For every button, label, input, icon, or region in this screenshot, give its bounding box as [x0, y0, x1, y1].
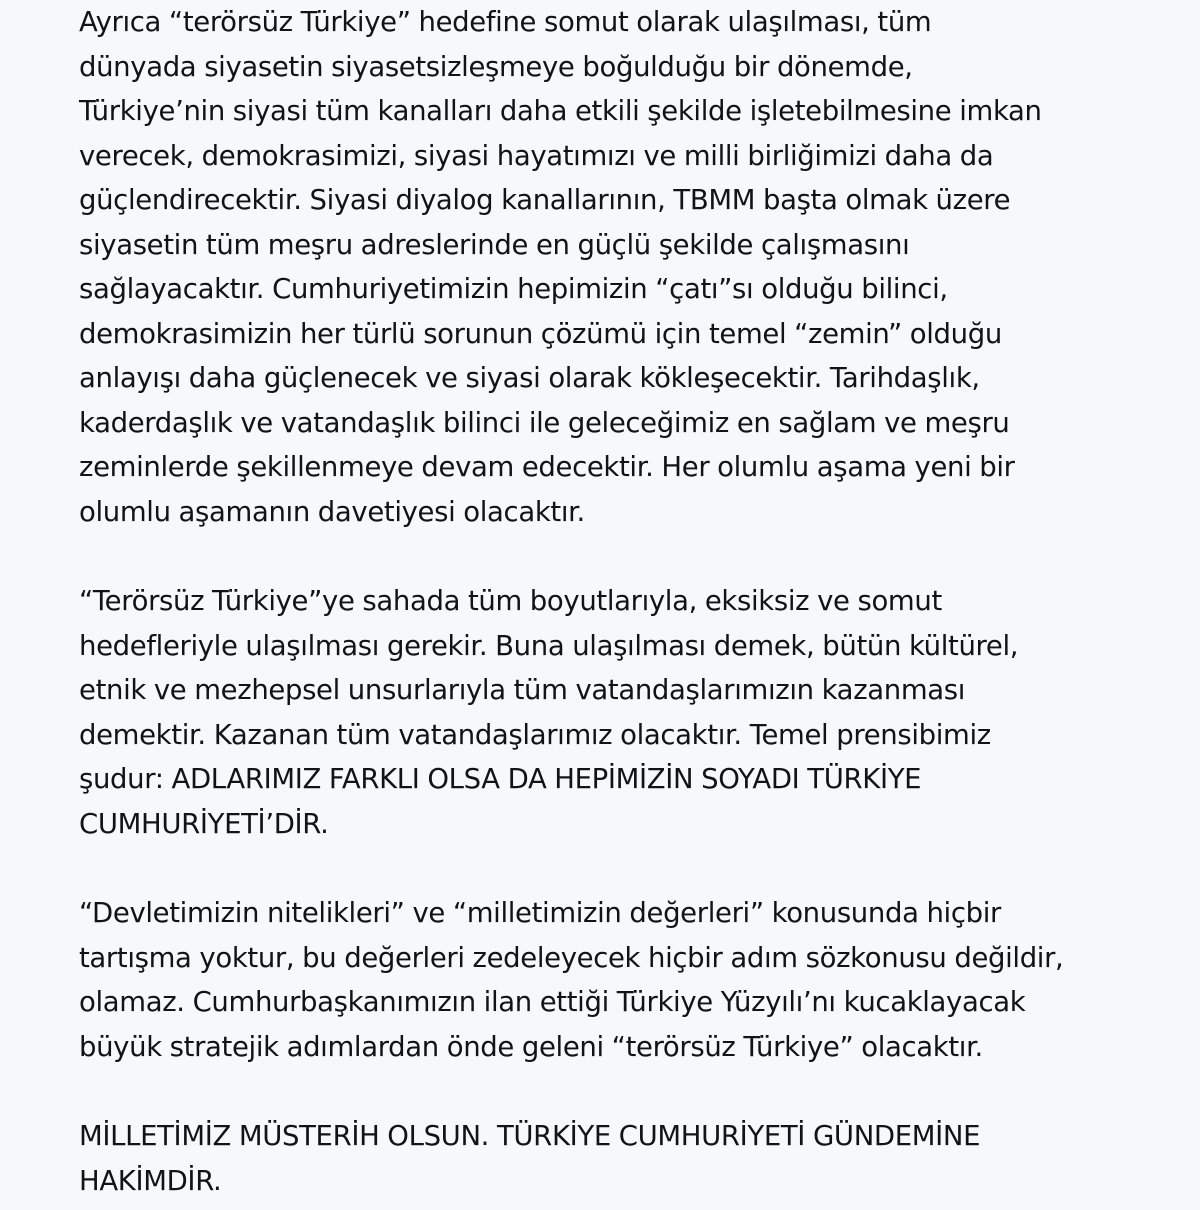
- paragraph-1: [79, 0, 1042, 534]
- text-line: hedefleriyle ulaşılması gerekir. Buna ulaşılması demek, bütün kültürel,: [79, 629, 1019, 662]
- text-line: zeminlerde şekillenmeye devam edecektir. Her olumlu aşama yeni bir: [79, 451, 1015, 483]
- text-line: CUMHURİYETİ’DİR.: [79, 807, 329, 840]
- paragraph-2: [79, 579, 1018, 846]
- text-line: olumlu aşamanın davetiyesi olacaktır.: [79, 495, 585, 528]
- text-line: kaderdaşlık ve vatandaşlık bilinci ile geleceğimiz en sağlam ve meşru: [79, 406, 1010, 439]
- text-line: Ayrıca “terörsüz Türkiye” hedefine somut olarak ulaşılması, tüm: [79, 6, 932, 38]
- text-line: etnik ve mezhepsel unsurlarıyla tüm vatandaşlarımızın kazanması: [79, 674, 966, 706]
- text-line: demektir. Kazanan tüm vatandaşlarımız olacaktır. Temel prensibimiz: [79, 718, 991, 751]
- text-line: şudur: ADLARIMIZ FARKLI OLSA DA HEPİMİZİN SOYADI TÜRKİYE: [79, 763, 922, 795]
- text-line: verecek, demokrasimizi, siyasi hayatımızı ve milli birliğimizi daha da: [79, 139, 994, 172]
- text-line: tartışma yoktur, bu değerleri zedeleyecek hiçbir adım sözkonusu değildir,: [79, 941, 1064, 974]
- text-line: “Terörsüz Türkiye”ye sahada tüm boyutlarıyla, eksiksiz ve somut: [79, 585, 942, 617]
- text-line: demokrasimizin her türlü sorunun çözümü için temel “zemin” olduğu: [79, 317, 1002, 350]
- text-line: HAKİMDİR.: [79, 1164, 222, 1197]
- text-line: anlayışı daha güçlenecek ve siyasi olarak kökleşecektir. Tarihdaşlık,: [79, 362, 980, 394]
- text-line: siyasetin tüm meşru adreslerinde en güçlü şekilde çalışmasını: [79, 228, 910, 261]
- text-line: büyük stratejik adımlardan önde geleni “terörsüz Türkiye” olacaktır.: [79, 1030, 983, 1063]
- text-line: Türkiye’nin siyasi tüm kanalları daha etkili şekilde işletebilmesine imkan: [79, 95, 1042, 127]
- text-line: MİLLETİMİZ MÜSTERİH OLSUN. TÜRKİYE CUMHURİYETİ GÜNDEMİNE: [79, 1120, 981, 1152]
- text-line: güçlendirecektir. Siyasi diyalog kanallarının, TBMM başta olmak üzere: [79, 184, 1011, 216]
- paragraph-4: [79, 1114, 980, 1203]
- text-line: dünyada siyasetin siyasetsizleşmeye boğulduğu bir dönemde,: [79, 50, 913, 83]
- paragraph-3: [79, 891, 1063, 1069]
- text-line: sağlayacaktır. Cumhuriyetimizin hepimizin “çatı”sı olduğu bilinci,: [79, 273, 948, 305]
- text-line: “Devletimizin nitelikleri” ve “milletimizin değerleri” konusunda hiçbir: [79, 897, 1001, 929]
- text-line: olamaz. Cumhurbaşkanımızın ilan ettiği Türkiye Yüzyılı’nı kucaklayacak: [79, 986, 1026, 1018]
